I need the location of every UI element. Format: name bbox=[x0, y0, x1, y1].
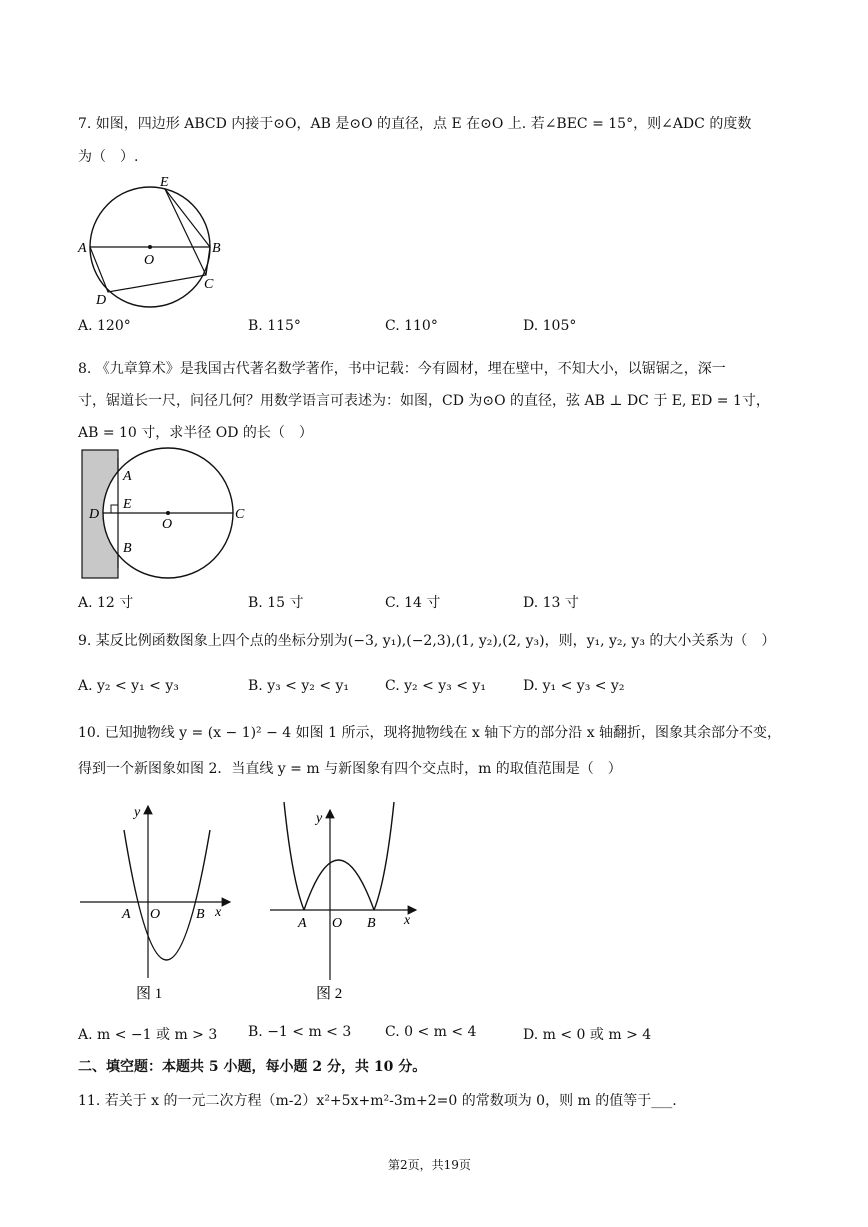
fig2-label-O: O bbox=[332, 916, 343, 931]
fig2-label-A: A bbox=[298, 916, 307, 931]
q8-label-D: D bbox=[89, 507, 100, 522]
q8-label-B: B bbox=[123, 541, 132, 556]
q7-label-A: A bbox=[78, 241, 87, 256]
q7-label-B: B bbox=[212, 241, 221, 256]
q8-label-C: C bbox=[235, 507, 245, 522]
q9-option-b: B. y₃ < y₂ < y₁ bbox=[248, 678, 350, 694]
q7-option-a: A. 120° bbox=[78, 318, 131, 334]
fig2-caption: 图 2 bbox=[316, 986, 343, 1002]
fig1-label-A: A bbox=[122, 907, 131, 922]
q7-circle-figure bbox=[74, 172, 234, 312]
q10-text-line2: 得到一个新图象如图 2．当直线 y = m 与新图象有四个交点时，m 的取值范围是（ ） bbox=[78, 761, 622, 777]
q7-label-C: C bbox=[204, 277, 214, 292]
q10-option-d: D. m < 0 或 m > 4 bbox=[523, 1027, 652, 1043]
q7-option-b: B. 115° bbox=[248, 318, 301, 334]
q10-text-line1: 10. 已知抛物线 y = (x − 1)² − 4 如图 1 所示，现将抛物线在 x 轴下方的部分沿 x 轴翻折，图象其余部分不变， bbox=[78, 725, 782, 741]
q8-option-d: D. 13 寸 bbox=[523, 595, 579, 611]
q9-option-d: D. y₁ < y₃ < y₂ bbox=[523, 678, 625, 694]
q7-option-c: C. 110° bbox=[385, 318, 438, 334]
q9-option-a: A. y₂ < y₁ < y₃ bbox=[78, 678, 179, 694]
q8-wall-circle-figure bbox=[78, 446, 258, 582]
q8-option-a: A. 12 寸 bbox=[78, 595, 134, 611]
q10-option-a: A. m < −1 或 m > 3 bbox=[78, 1027, 218, 1043]
q8-option-c: C. 14 寸 bbox=[385, 595, 441, 611]
q7-label-E: E bbox=[160, 175, 169, 190]
q8-option-b: B. 15 寸 bbox=[248, 595, 304, 611]
q7-label-D: D bbox=[96, 293, 107, 308]
fig1-label-B: B bbox=[196, 907, 205, 922]
q9-text-line1: 9. 某反比例函数图象上四个点的坐标分别为(−3, y₁),(−2,3),(1, y₂),(2, y₃)，则，y₁, y₂, y₃ 的大小关系为（ ） bbox=[78, 633, 776, 649]
q7-option-d: D. 105° bbox=[523, 318, 577, 334]
fig2-label-y: y bbox=[316, 811, 323, 826]
page-footer: 第2页，共19页 bbox=[388, 1158, 471, 1172]
q9-option-c: C. y₂ < y₃ < y₁ bbox=[385, 678, 486, 694]
q8-label-E: E bbox=[123, 497, 132, 512]
q8-label-O: O bbox=[162, 517, 173, 532]
q11-text-line1: 11. 若关于 x 的一元二次方程（m-2）x²+5x+m²-3m+2=0 的常数项为 0，则 m 的值等于___. bbox=[78, 1093, 677, 1109]
fig2-label-B: B bbox=[367, 916, 376, 931]
q8-text-line1: 8. 《九章算术》是我国古代著名数学著作，书中记载：今有圆材，埋在壁中，不知大小，以锯锯之，深一 bbox=[78, 361, 726, 377]
q8-text-line2: 寸，锯道长一尺，问径几何？用数学语言可表述为：如图，CD 为⊙O 的直径，弦 AB ⊥ DC 于 E, ED = 1寸， bbox=[78, 393, 770, 409]
q8-label-A: A bbox=[123, 469, 132, 484]
section-heading: 二、填空题：本题共 5 小题，每小题 2 分，共 10 分。 bbox=[78, 1059, 427, 1075]
fig1-label-O: O bbox=[150, 907, 161, 922]
q7-text-line1: 7. 如图，四边形 ABCD 内接于⊙O，AB 是⊙O 的直径，点 E 在⊙O 上. 若∠BEC = 15°，则∠ADC 的度数 bbox=[78, 116, 752, 132]
q10-option-c: C. 0 < m < 4 bbox=[385, 1024, 477, 1040]
q7-text-line2: 为（ ）. bbox=[78, 149, 139, 165]
q10-option-b: B. −1 < m < 3 bbox=[248, 1024, 352, 1040]
fig1-label-x: x bbox=[215, 905, 222, 920]
fig1-label-y: y bbox=[134, 805, 141, 820]
q8-text-line3: AB = 10 寸，求半径 OD 的长（ ） bbox=[78, 425, 313, 441]
fig1-caption: 图 1 bbox=[136, 986, 163, 1002]
q10-figure-1 bbox=[78, 800, 238, 1005]
q7-label-O: O bbox=[144, 253, 155, 268]
fig2-label-x: x bbox=[404, 913, 411, 928]
q10-figure-2 bbox=[266, 800, 426, 1005]
